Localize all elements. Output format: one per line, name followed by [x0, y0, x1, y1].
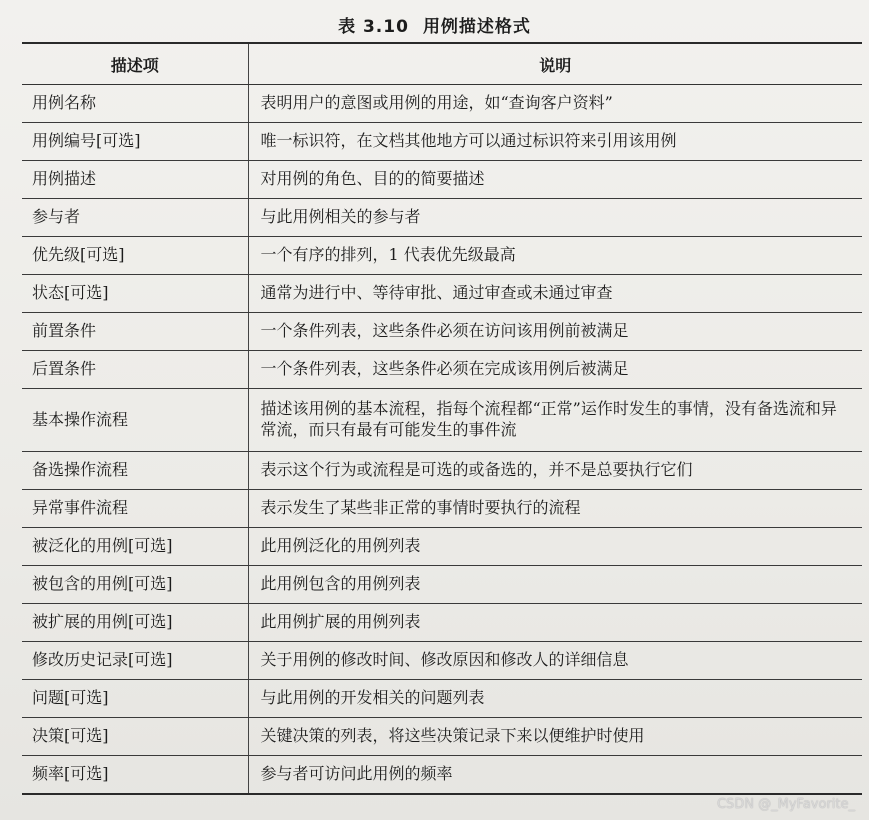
row-item: 备选操作流程	[22, 452, 248, 490]
table-row	[22, 199, 862, 237]
table-row	[22, 566, 862, 604]
header-item: 描述项	[22, 43, 248, 85]
row-description: 与此用例相关的参与者	[248, 199, 862, 237]
row-description: 关键决策的列表，将这些决策记录下来以便维护时使用	[248, 718, 862, 756]
row-description: 关于用例的修改时间、修改原因和修改人的详细信息	[248, 642, 862, 680]
row-item: 基本操作流程	[22, 389, 248, 452]
table-title: 用例描述格式	[422, 17, 531, 37]
watermark: CSDN @_MyFavorite_	[716, 797, 855, 812]
table-row	[22, 161, 862, 199]
table-header-row	[22, 43, 862, 85]
row-item: 修改历史记录[可选]	[22, 642, 248, 680]
row-description: 唯一标识符，在文档其他地方可以通过标识符来引用该用例	[248, 123, 862, 161]
row-description: 参与者可访问此用例的频率	[248, 756, 862, 795]
table-row	[22, 680, 862, 718]
row-item: 优先级[可选]	[22, 237, 248, 275]
row-description: 表示这个行为或流程是可选的或备选的，并不是总要执行它们	[248, 452, 862, 490]
row-description: 表明用户的意图或用例的用途，如“查询客户资料”	[248, 85, 862, 123]
use-case-format-table	[22, 42, 862, 795]
row-description: 表示发生了某些非正常的事情时要执行的流程	[248, 490, 862, 528]
row-item: 用例名称	[22, 85, 248, 123]
row-description: 描述该用例的基本流程，指每个流程都“正常”运作时发生的事情，没有备选流和异常流，而只有最有可能发生的事件流	[248, 389, 862, 452]
row-item: 状态[可选]	[22, 275, 248, 313]
row-item: 参与者	[22, 199, 248, 237]
row-description: 对用例的角色、目的的简要描述	[248, 161, 862, 199]
table-number: 表 3.10	[338, 17, 409, 37]
table-row	[22, 756, 862, 795]
row-description: 一个有序的排列，1 代表优先级最高	[248, 237, 862, 275]
table-row	[22, 275, 862, 313]
table-caption	[0, 12, 869, 37]
row-item: 决策[可选]	[22, 718, 248, 756]
row-description: 与此用例的开发相关的问题列表	[248, 680, 862, 718]
table-row	[22, 237, 862, 275]
table-row	[22, 85, 862, 123]
table-row	[22, 313, 862, 351]
table-row	[22, 123, 862, 161]
table-row	[22, 351, 862, 389]
table-row	[22, 642, 862, 680]
row-item: 被包含的用例[可选]	[22, 566, 248, 604]
table-row	[22, 528, 862, 566]
table-row	[22, 389, 862, 452]
row-item: 被扩展的用例[可选]	[22, 604, 248, 642]
row-item: 被泛化的用例[可选]	[22, 528, 248, 566]
table-row	[22, 490, 862, 528]
row-item: 用例描述	[22, 161, 248, 199]
row-description: 此用例泛化的用例列表	[248, 528, 862, 566]
table-row	[22, 452, 862, 490]
row-item: 用例编号[可选]	[22, 123, 248, 161]
row-item: 后置条件	[22, 351, 248, 389]
row-item: 异常事件流程	[22, 490, 248, 528]
row-item: 频率[可选]	[22, 756, 248, 795]
table-row	[22, 718, 862, 756]
row-item: 问题[可选]	[22, 680, 248, 718]
row-description: 此用例扩展的用例列表	[248, 604, 862, 642]
row-item: 前置条件	[22, 313, 248, 351]
header-description: 说明	[248, 43, 862, 85]
row-description: 通常为进行中、等待审批、通过审查或未通过审查	[248, 275, 862, 313]
row-description: 一个条件列表，这些条件必须在完成该用例后被满足	[248, 351, 862, 389]
row-description: 此用例包含的用例列表	[248, 566, 862, 604]
row-description: 一个条件列表，这些条件必须在访问该用例前被满足	[248, 313, 862, 351]
table-row	[22, 604, 862, 642]
